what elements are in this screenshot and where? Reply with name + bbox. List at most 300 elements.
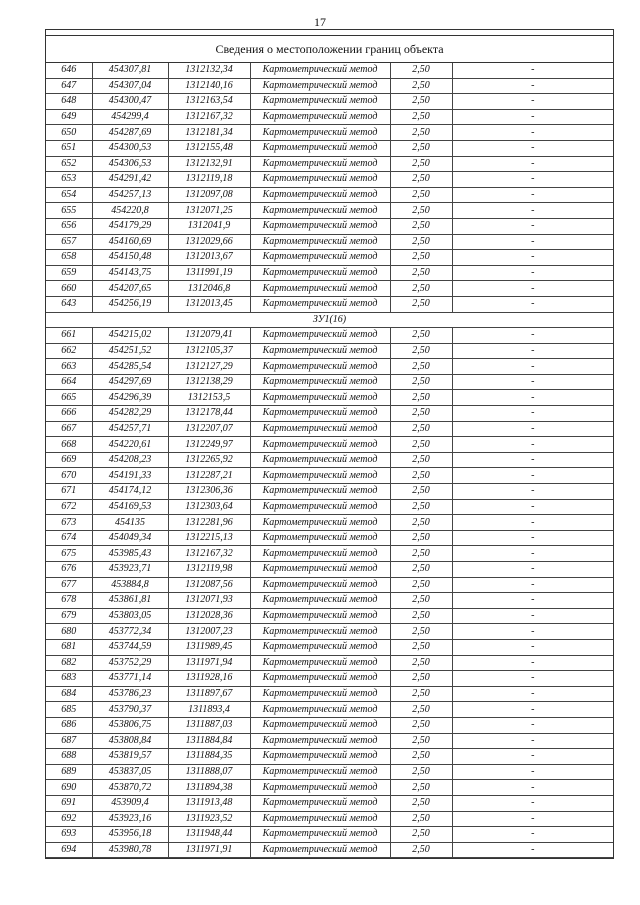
method-cell: Картометрический метод [250, 328, 390, 344]
accuracy-cell: 2,50 [390, 593, 452, 609]
y-coordinate-cell: 1312071,25 [168, 203, 250, 219]
table-row [46, 530, 613, 546]
x-coordinate-cell: 454135 [92, 515, 168, 531]
y-coordinate-cell: 1312097,08 [168, 187, 250, 203]
y-coordinate-cell: 1312181,34 [168, 125, 250, 141]
method-cell: Картометрический метод [250, 717, 390, 733]
accuracy-cell: 2,50 [390, 842, 452, 858]
note-cell: - [452, 421, 613, 437]
y-coordinate-cell: 1312281,96 [168, 515, 250, 531]
note-cell: - [452, 94, 613, 110]
point-number-cell: 661 [46, 328, 92, 344]
y-coordinate-cell: 1312306,36 [168, 484, 250, 500]
accuracy-cell: 2,50 [390, 359, 452, 375]
table-row [46, 593, 613, 609]
table-row [46, 156, 613, 172]
note-cell: - [452, 499, 613, 515]
method-cell: Картометрический метод [250, 733, 390, 749]
accuracy-cell: 2,50 [390, 109, 452, 125]
table-row [46, 639, 613, 655]
note-cell: - [452, 764, 613, 780]
point-number-cell: 686 [46, 717, 92, 733]
point-number-cell: 674 [46, 530, 92, 546]
section-row [46, 312, 613, 328]
table-row [46, 234, 613, 250]
table-row [46, 733, 613, 749]
method-cell: Картометрический метод [250, 624, 390, 640]
point-number-cell: 664 [46, 374, 92, 390]
table-row [46, 406, 613, 422]
point-number-cell: 654 [46, 187, 92, 203]
accuracy-cell: 2,50 [390, 172, 452, 188]
method-cell: Картометрический метод [250, 63, 390, 78]
y-coordinate-cell: 1311989,45 [168, 639, 250, 655]
note-cell: - [452, 484, 613, 500]
x-coordinate-cell: 454049,34 [92, 530, 168, 546]
method-cell: Картометрический метод [250, 78, 390, 94]
x-coordinate-cell: 454169,53 [92, 499, 168, 515]
y-coordinate-cell: 1312029,66 [168, 234, 250, 250]
note-cell: - [452, 608, 613, 624]
note-cell: - [452, 328, 613, 344]
accuracy-cell: 2,50 [390, 125, 452, 141]
accuracy-cell: 2,50 [390, 343, 452, 359]
accuracy-cell: 2,50 [390, 764, 452, 780]
note-cell: - [452, 374, 613, 390]
method-cell: Картометрический метод [250, 608, 390, 624]
accuracy-cell: 2,50 [390, 827, 452, 843]
y-coordinate-cell: 1311913,48 [168, 795, 250, 811]
table-row [46, 374, 613, 390]
point-number-cell: 650 [46, 125, 92, 141]
accuracy-cell: 2,50 [390, 733, 452, 749]
accuracy-cell: 2,50 [390, 795, 452, 811]
accuracy-cell: 2,50 [390, 546, 452, 562]
y-coordinate-cell: 1312138,29 [168, 374, 250, 390]
y-coordinate-cell: 1312167,32 [168, 109, 250, 125]
note-cell: - [452, 390, 613, 406]
x-coordinate-cell: 454257,71 [92, 421, 168, 437]
accuracy-cell: 2,50 [390, 655, 452, 671]
table-row [46, 421, 613, 437]
note-cell: - [452, 343, 613, 359]
y-coordinate-cell: 1311948,44 [168, 827, 250, 843]
point-number-cell: 675 [46, 546, 92, 562]
accuracy-cell: 2,50 [390, 484, 452, 500]
x-coordinate-cell: 454215,02 [92, 328, 168, 344]
method-cell: Картометрический метод [250, 639, 390, 655]
table-row [46, 499, 613, 515]
x-coordinate-cell: 454220,61 [92, 437, 168, 453]
table-row [46, 686, 613, 702]
accuracy-cell: 2,50 [390, 686, 452, 702]
y-coordinate-cell: 1312007,23 [168, 624, 250, 640]
method-cell: Картометрический метод [250, 359, 390, 375]
point-number-cell: 688 [46, 749, 92, 765]
x-coordinate-cell: 454300,47 [92, 94, 168, 110]
x-coordinate-cell: 453956,18 [92, 827, 168, 843]
y-coordinate-cell: 1312167,32 [168, 546, 250, 562]
method-cell: Картометрический метод [250, 484, 390, 500]
x-coordinate-cell: 454306,53 [92, 156, 168, 172]
x-coordinate-cell: 453861,81 [92, 593, 168, 609]
method-cell: Картометрический метод [250, 702, 390, 718]
note-cell: - [452, 125, 613, 141]
accuracy-cell: 2,50 [390, 234, 452, 250]
table-row [46, 359, 613, 375]
accuracy-cell: 2,50 [390, 78, 452, 94]
accuracy-cell: 2,50 [390, 281, 452, 297]
note-cell: - [452, 140, 613, 156]
point-number-cell: 667 [46, 421, 92, 437]
method-cell: Картометрический метод [250, 374, 390, 390]
point-number-cell: 691 [46, 795, 92, 811]
point-number-cell: 693 [46, 827, 92, 843]
method-cell: Картометрический метод [250, 390, 390, 406]
x-coordinate-cell: 454296,39 [92, 390, 168, 406]
y-coordinate-cell: 1311893,4 [168, 702, 250, 718]
table-row [46, 140, 613, 156]
x-coordinate-cell: 453806,75 [92, 717, 168, 733]
point-number-cell: 662 [46, 343, 92, 359]
table-row [46, 624, 613, 640]
accuracy-cell: 2,50 [390, 717, 452, 733]
x-coordinate-cell: 454251,52 [92, 343, 168, 359]
y-coordinate-cell: 1311894,38 [168, 780, 250, 796]
method-cell: Картометрический метод [250, 156, 390, 172]
note-cell: - [452, 218, 613, 234]
y-coordinate-cell: 1312105,37 [168, 343, 250, 359]
method-cell: Картометрический метод [250, 515, 390, 531]
method-cell: Картометрический метод [250, 437, 390, 453]
x-coordinate-cell: 453909,4 [92, 795, 168, 811]
note-cell: - [452, 639, 613, 655]
y-coordinate-cell: 1312013,45 [168, 296, 250, 312]
x-coordinate-cell: 453819,57 [92, 749, 168, 765]
table-row [46, 328, 613, 344]
note-cell: - [452, 265, 613, 281]
method-cell: Картометрический метод [250, 452, 390, 468]
y-coordinate-cell: 1312249,97 [168, 437, 250, 453]
x-coordinate-cell: 453985,43 [92, 546, 168, 562]
x-coordinate-cell: 453771,14 [92, 671, 168, 687]
table-row [46, 109, 613, 125]
y-coordinate-cell: 1312079,41 [168, 328, 250, 344]
table-row [46, 281, 613, 297]
point-number-cell: 673 [46, 515, 92, 531]
method-cell: Картометрический метод [250, 749, 390, 765]
method-cell: Картометрический метод [250, 499, 390, 515]
x-coordinate-cell: 453837,05 [92, 764, 168, 780]
method-cell: Картометрический метод [250, 281, 390, 297]
note-cell: - [452, 281, 613, 297]
note-cell: - [452, 795, 613, 811]
table-row [46, 250, 613, 266]
method-cell: Картометрический метод [250, 827, 390, 843]
accuracy-cell: 2,50 [390, 702, 452, 718]
table-row [46, 795, 613, 811]
x-coordinate-cell: 454208,23 [92, 452, 168, 468]
note-cell: - [452, 717, 613, 733]
point-number-cell: 679 [46, 608, 92, 624]
method-cell: Картометрический метод [250, 780, 390, 796]
accuracy-cell: 2,50 [390, 265, 452, 281]
y-coordinate-cell: 1312207,07 [168, 421, 250, 437]
table-row [46, 203, 613, 219]
accuracy-cell: 2,50 [390, 468, 452, 484]
note-cell: - [452, 406, 613, 422]
x-coordinate-cell: 454297,69 [92, 374, 168, 390]
y-coordinate-cell: 1311887,03 [168, 717, 250, 733]
x-coordinate-cell: 454291,42 [92, 172, 168, 188]
table-row [46, 577, 613, 593]
point-number-cell: 669 [46, 452, 92, 468]
y-coordinate-cell: 1312178,44 [168, 406, 250, 422]
point-number-cell: 652 [46, 156, 92, 172]
accuracy-cell: 2,50 [390, 328, 452, 344]
table-row [46, 749, 613, 765]
point-number-cell: 684 [46, 686, 92, 702]
point-number-cell: 648 [46, 94, 92, 110]
x-coordinate-cell: 454285,54 [92, 359, 168, 375]
table-row [46, 218, 613, 234]
accuracy-cell: 2,50 [390, 624, 452, 640]
table-row [46, 608, 613, 624]
method-cell: Картометрический метод [250, 234, 390, 250]
y-coordinate-cell: 1312155,48 [168, 140, 250, 156]
method-cell: Картометрический метод [250, 842, 390, 858]
method-cell: Картометрический метод [250, 468, 390, 484]
x-coordinate-cell: 454256,19 [92, 296, 168, 312]
table-row [46, 671, 613, 687]
note-cell: - [452, 749, 613, 765]
note-cell: - [452, 562, 613, 578]
y-coordinate-cell: 1312303,64 [168, 499, 250, 515]
accuracy-cell: 2,50 [390, 452, 452, 468]
method-cell: Картометрический метод [250, 686, 390, 702]
y-coordinate-cell: 1311923,52 [168, 811, 250, 827]
y-coordinate-cell: 1311991,19 [168, 265, 250, 281]
note-cell: - [452, 811, 613, 827]
note-cell: - [452, 296, 613, 312]
table-row [46, 655, 613, 671]
accuracy-cell: 2,50 [390, 187, 452, 203]
table-row [46, 515, 613, 531]
coordinates-table-body [46, 63, 613, 858]
note-cell: - [452, 842, 613, 858]
accuracy-cell: 2,50 [390, 63, 452, 78]
accuracy-cell: 2,50 [390, 639, 452, 655]
note-cell: - [452, 780, 613, 796]
note-cell: - [452, 63, 613, 78]
table-row [46, 468, 613, 484]
x-coordinate-cell: 454300,53 [92, 140, 168, 156]
method-cell: Картометрический метод [250, 296, 390, 312]
method-cell: Картометрический метод [250, 795, 390, 811]
table-row [46, 811, 613, 827]
table-row [46, 546, 613, 562]
note-cell: - [452, 234, 613, 250]
x-coordinate-cell: 453980,78 [92, 842, 168, 858]
point-number-cell: 670 [46, 468, 92, 484]
accuracy-cell: 2,50 [390, 780, 452, 796]
y-coordinate-cell: 1312265,92 [168, 452, 250, 468]
note-cell: - [452, 515, 613, 531]
method-cell: Картометрический метод [250, 671, 390, 687]
method-cell: Картометрический метод [250, 593, 390, 609]
table-row [46, 780, 613, 796]
point-number-cell: 668 [46, 437, 92, 453]
point-number-cell: 660 [46, 281, 92, 297]
accuracy-cell: 2,50 [390, 406, 452, 422]
method-cell: Картометрический метод [250, 172, 390, 188]
method-cell: Картометрический метод [250, 140, 390, 156]
point-number-cell: 655 [46, 203, 92, 219]
method-cell: Картометрический метод [250, 203, 390, 219]
point-number-cell: 678 [46, 593, 92, 609]
method-cell: Картометрический метод [250, 764, 390, 780]
accuracy-cell: 2,50 [390, 421, 452, 437]
point-number-cell: 672 [46, 499, 92, 515]
x-coordinate-cell: 454179,29 [92, 218, 168, 234]
method-cell: Картометрический метод [250, 655, 390, 671]
table-row [46, 63, 613, 78]
document-table-frame [45, 29, 614, 859]
y-coordinate-cell: 1312127,29 [168, 359, 250, 375]
x-coordinate-cell: 454174,12 [92, 484, 168, 500]
y-coordinate-cell: 1311884,84 [168, 733, 250, 749]
point-number-cell: 665 [46, 390, 92, 406]
y-coordinate-cell: 1312132,91 [168, 156, 250, 172]
y-coordinate-cell: 1312071,93 [168, 593, 250, 609]
y-coordinate-cell: 1311971,91 [168, 842, 250, 858]
accuracy-cell: 2,50 [390, 671, 452, 687]
table-row [46, 702, 613, 718]
point-number-cell: 643 [46, 296, 92, 312]
method-cell: Картометрический метод [250, 811, 390, 827]
accuracy-cell: 2,50 [390, 296, 452, 312]
x-coordinate-cell: 454307,04 [92, 78, 168, 94]
method-cell: Картометрический метод [250, 562, 390, 578]
y-coordinate-cell: 1311897,67 [168, 686, 250, 702]
x-coordinate-cell: 454257,13 [92, 187, 168, 203]
method-cell: Картометрический метод [250, 187, 390, 203]
point-number-cell: 671 [46, 484, 92, 500]
y-coordinate-cell: 1312163,54 [168, 94, 250, 110]
accuracy-cell: 2,50 [390, 749, 452, 765]
x-coordinate-cell: 453744,59 [92, 639, 168, 655]
point-number-cell: 653 [46, 172, 92, 188]
table-row [46, 343, 613, 359]
method-cell: Картометрический метод [250, 218, 390, 234]
method-cell: Картометрический метод [250, 546, 390, 562]
note-cell: - [452, 187, 613, 203]
method-cell: Картометрический метод [250, 109, 390, 125]
accuracy-cell: 2,50 [390, 203, 452, 219]
note-cell: - [452, 686, 613, 702]
note-cell: - [452, 546, 613, 562]
table-row [46, 452, 613, 468]
note-cell: - [452, 156, 613, 172]
point-number-cell: 651 [46, 140, 92, 156]
y-coordinate-cell: 1312087,56 [168, 577, 250, 593]
method-cell: Картометрический метод [250, 94, 390, 110]
accuracy-cell: 2,50 [390, 577, 452, 593]
accuracy-cell: 2,50 [390, 608, 452, 624]
x-coordinate-cell: 453803,05 [92, 608, 168, 624]
note-cell: - [452, 203, 613, 219]
x-coordinate-cell: 453752,29 [92, 655, 168, 671]
accuracy-cell: 2,50 [390, 218, 452, 234]
accuracy-cell: 2,50 [390, 499, 452, 515]
accuracy-cell: 2,50 [390, 530, 452, 546]
point-number-cell: 659 [46, 265, 92, 281]
accuracy-cell: 2,50 [390, 390, 452, 406]
table-row [46, 827, 613, 843]
x-coordinate-cell: 453884,8 [92, 577, 168, 593]
y-coordinate-cell: 1312041,9 [168, 218, 250, 234]
table-row [46, 390, 613, 406]
point-number-cell: 687 [46, 733, 92, 749]
y-coordinate-cell: 1312028,36 [168, 608, 250, 624]
note-cell: - [452, 468, 613, 484]
table-title: Сведения о местоположении границ объекта [46, 36, 613, 63]
note-cell: - [452, 109, 613, 125]
accuracy-cell: 2,50 [390, 811, 452, 827]
x-coordinate-cell: 453790,37 [92, 702, 168, 718]
point-number-cell: 676 [46, 562, 92, 578]
note-cell: - [452, 78, 613, 94]
x-coordinate-cell: 454307,81 [92, 63, 168, 78]
table-row [46, 717, 613, 733]
accuracy-cell: 2,50 [390, 562, 452, 578]
method-cell: Картометрический метод [250, 125, 390, 141]
point-number-cell: 692 [46, 811, 92, 827]
point-number-cell: 666 [46, 406, 92, 422]
point-number-cell: 649 [46, 109, 92, 125]
point-number-cell: 683 [46, 671, 92, 687]
note-cell: - [452, 733, 613, 749]
point-number-cell: 694 [46, 842, 92, 858]
x-coordinate-cell: 454299,4 [92, 109, 168, 125]
point-number-cell: 663 [46, 359, 92, 375]
y-coordinate-cell: 1312046,8 [168, 281, 250, 297]
y-coordinate-cell: 1312215,13 [168, 530, 250, 546]
x-coordinate-cell: 453923,16 [92, 811, 168, 827]
table-row [46, 172, 613, 188]
y-coordinate-cell: 1312119,18 [168, 172, 250, 188]
method-cell: Картометрический метод [250, 265, 390, 281]
table-row [46, 125, 613, 141]
point-number-cell: 656 [46, 218, 92, 234]
point-number-cell: 658 [46, 250, 92, 266]
table-row [46, 562, 613, 578]
x-coordinate-cell: 454287,69 [92, 125, 168, 141]
note-cell: - [452, 437, 613, 453]
y-coordinate-cell: 1312153,5 [168, 390, 250, 406]
x-coordinate-cell: 453808,84 [92, 733, 168, 749]
note-cell: - [452, 172, 613, 188]
y-coordinate-cell: 1312013,67 [168, 250, 250, 266]
point-number-cell: 657 [46, 234, 92, 250]
table-row [46, 265, 613, 281]
x-coordinate-cell: 454143,75 [92, 265, 168, 281]
method-cell: Картометрический метод [250, 343, 390, 359]
point-number-cell: 680 [46, 624, 92, 640]
point-number-cell: 690 [46, 780, 92, 796]
x-coordinate-cell: 453923,71 [92, 562, 168, 578]
page-number: 17 [314, 15, 326, 29]
